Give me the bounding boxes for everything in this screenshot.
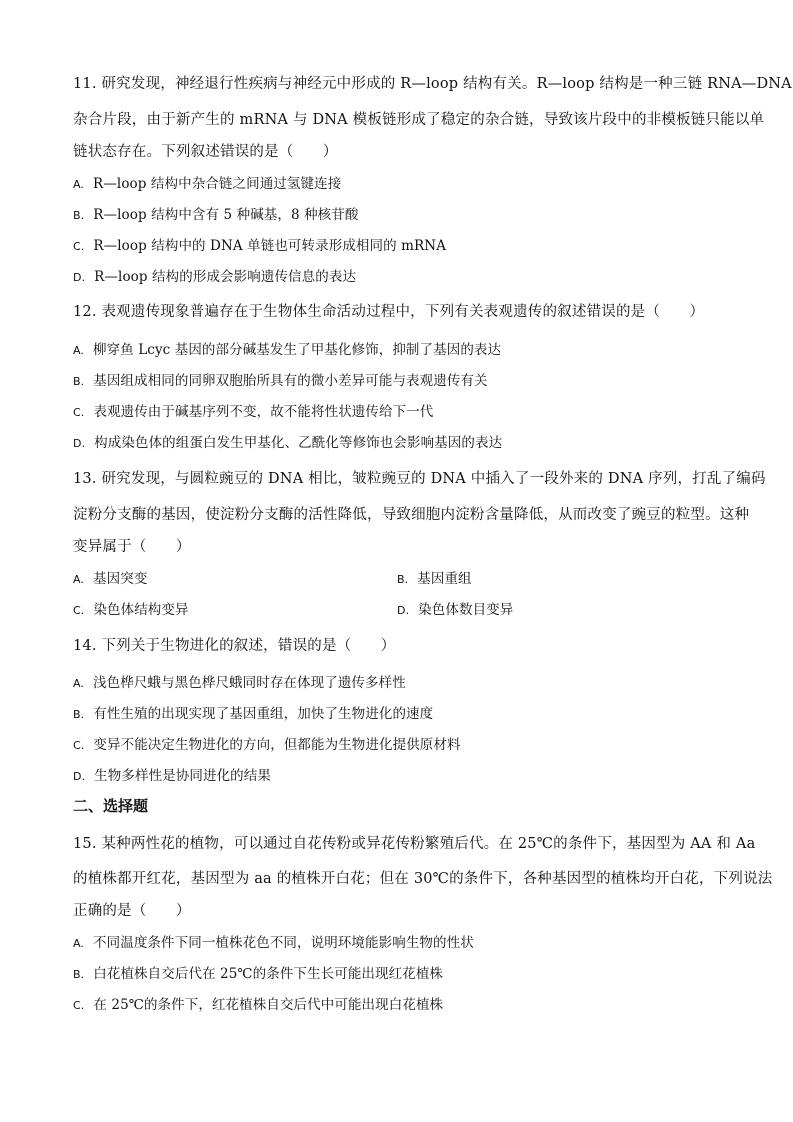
option-text: 构成染色体的组蛋白发生甲基化、乙酰化等修饰也会影响基因的表达 <box>94 435 503 451</box>
option-key: B. <box>73 375 85 388</box>
q13-stem-line-3: 变异属于（ ） <box>73 539 191 555</box>
option-text: 白花植株自交后代在 25℃的条件下生长可能出现红花植株 <box>93 966 444 982</box>
q13-option-d <box>397 598 513 618</box>
option-key: A. <box>73 344 85 357</box>
q15-stem-line-1: 15. 某种两性花的植物，可以通过自花传粉或异花传粉繁殖后代。在 25℃的条件下，基因型为 AA 和 Aa <box>73 836 756 852</box>
section-heading: 二、选择题 <box>73 797 149 815</box>
option-key: B. <box>397 573 409 586</box>
option-text: R—loop 结构中含有 5 种碱基，8 种核苷酸 <box>93 207 359 223</box>
option-key: D. <box>73 271 86 284</box>
q12-option-d <box>73 431 502 451</box>
option-text: 有性生殖的出现实现了基因重组，加快了生物进化的速度 <box>93 706 434 722</box>
option-key: D. <box>73 437 86 450</box>
option-text: 在 25℃的条件下，红花植株自交后代中可能出现白花植株 <box>93 997 444 1013</box>
option-text: 变异不能决定生物进化的方向，但都能为生物进化提供原材料 <box>93 737 461 753</box>
q14-option-b <box>73 702 433 722</box>
option-key: D. <box>73 770 86 783</box>
option-text: 基因突变 <box>93 571 148 587</box>
q12-stem-line-1: 12. 表观遗传现象普遍存在于生物体生命活动过程中，下列有关表观遗传的叙述错误的是（ ） <box>73 304 705 320</box>
q14-option-c <box>73 733 461 753</box>
option-key: C. <box>73 240 85 253</box>
q15-stem-line-2: 的植株都开红花，基因型为 aa 的植株开白花；但在 30℃的条件下，各种基因型的植株均开白花，下列说法 <box>73 871 773 887</box>
option-text: 表观遗传由于碱基序列不变，故不能将性状遗传给下一代 <box>93 404 434 420</box>
q12-option-b <box>73 369 488 389</box>
q11-option-a <box>73 172 341 192</box>
q11-stem-line-1: 11. 研究发现，神经退行性疾病与神经元中形成的 R—loop 结构有关。R—loop 结构是一种三链 RNA—DNA <box>73 76 792 92</box>
q15-option-c <box>73 993 443 1013</box>
option-key: B. <box>73 968 85 981</box>
option-text: 基因组成相同的同卵双胞胎所具有的微小差异可能与表观遗传有关 <box>93 373 488 389</box>
option-text: 浅色桦尺蛾与黑色桦尺蛾同时存在体现了遗传多样性 <box>93 675 406 691</box>
q11-option-b <box>73 203 358 223</box>
option-text: 基因重组 <box>417 571 472 587</box>
option-text: R—loop 结构中杂合链之间通过氢键连接 <box>93 176 342 192</box>
option-key: C. <box>73 739 85 752</box>
q13-option-a <box>73 567 147 587</box>
option-key: C. <box>73 999 85 1012</box>
q11-stem-line-3: 链状态存在。下列叙述错误的是（ ） <box>73 144 338 160</box>
q13-option-c <box>73 598 189 618</box>
q11-option-c <box>73 234 446 254</box>
option-text: R—loop 结构的形成会影响遗传信息的表达 <box>94 269 357 285</box>
option-text: 染色体数目变异 <box>418 602 514 618</box>
option-text: 生物多样性是协同进化的结果 <box>94 768 271 784</box>
option-key: A. <box>73 178 85 191</box>
q12-option-a <box>73 338 501 358</box>
option-key: B. <box>73 209 85 222</box>
q14-stem-line-1: 14. 下列关于生物进化的叙述，错误的是（ ） <box>73 638 396 654</box>
option-key: A. <box>73 677 85 690</box>
option-key: D. <box>397 604 410 617</box>
option-key: A. <box>73 937 85 950</box>
option-key: B. <box>73 708 85 721</box>
q13-stem-line-1: 13. 研究发现，与圆粒豌豆的 DNA 相比，皱粒豌豆的 DNA 中插入了一段外来的 DNA 序列，打乱了编码 <box>73 471 766 487</box>
option-key: C. <box>73 406 85 419</box>
option-text: R—loop 结构中的 DNA 单链也可转录形成相同的 mRNA <box>93 238 447 254</box>
option-text: 不同温度条件下同一植株花色不同，说明环境能影响生物的性状 <box>93 935 474 951</box>
q15-option-a <box>73 931 474 951</box>
q15-stem-line-3: 正确的是（ ） <box>73 903 191 919</box>
q14-option-d <box>73 764 271 784</box>
q13-option-b <box>397 567 472 587</box>
q11-stem-line-2: 杂合片段，由于新产生的 mRNA 与 DNA 模板链形成了稳定的杂合链，导致该片段中的非模板链只能以单 <box>73 112 765 128</box>
q15-option-b <box>73 962 443 982</box>
q11-option-d <box>73 265 356 285</box>
q14-option-a <box>73 671 406 691</box>
option-key: C. <box>73 604 85 617</box>
option-key: A. <box>73 573 85 586</box>
q12-option-c <box>73 400 433 420</box>
q13-stem-line-2: 淀粉分支酶的基因，使淀粉分支酶的活性降低，导致细胞内淀粉含量降低，从而改变了豌豆的粒型。这种 <box>73 507 750 523</box>
option-text: 柳穿鱼 Lcyc 基因的部分碱基发生了甲基化修饰，抑制了基因的表达 <box>93 342 502 358</box>
option-text: 染色体结构变异 <box>93 602 189 618</box>
